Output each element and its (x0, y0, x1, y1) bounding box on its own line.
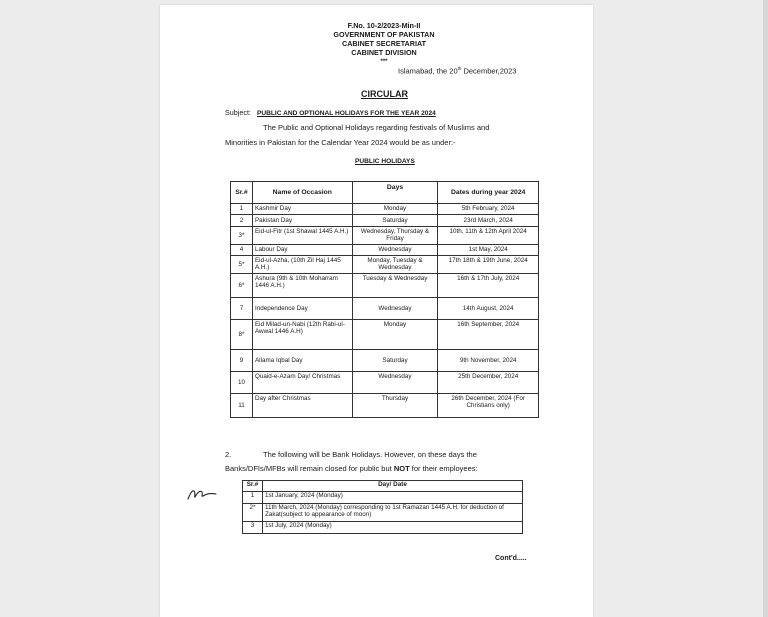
cell-occasion: Labour Day (252, 245, 352, 256)
division-heading: CABINET DIVISION (351, 48, 417, 57)
cell-dates: 25th December, 2024 (438, 372, 539, 394)
cell-text: 1st July, 2024 (Monday) (262, 522, 522, 534)
cell-days: Monday (352, 204, 438, 215)
cell-dates: 14th August, 2024 (438, 298, 539, 320)
intro-paragraph-line1: The Public and Optional Holidays regarding festivals of Muslims and (263, 123, 490, 132)
subject-line: Subject: PUBLIC AND OPTIONAL HOLIDAYS FOR THE YEAR 2024 (225, 108, 436, 117)
cell-sr: 3* (231, 227, 253, 245)
bank-holidays-paragraph-line2: Banks/DFIs/MFBs will remain closed for public but NOT for their employees: (225, 464, 478, 473)
column-header: Sr.# (243, 481, 263, 492)
cell-days: Saturday (352, 215, 438, 227)
cell-sr: 7 (231, 298, 253, 320)
circular-title: CIRCULAR (361, 89, 408, 99)
cell-dates: 10th, 11th & 12th April 2024 (438, 227, 539, 245)
cell-occasion: Kashmir Day (252, 204, 352, 215)
cell-dates: 26th December, 2024 (For Christians only) (438, 394, 539, 418)
continued-note: Cont'd..... (495, 555, 527, 562)
cell-sr: 8* (231, 320, 253, 350)
column-header: Day/ Date (262, 481, 522, 492)
cell-dates: 16th & 17th July, 2024 (438, 274, 539, 298)
table-row (243, 492, 523, 504)
intro-paragraph-line2: Minorities in Pakistan for the Calendar Year 2024 would be as under:- (225, 138, 456, 147)
cell-dates: 9th November, 2024 (438, 350, 539, 372)
cell-dates: 5th February, 2024 (438, 204, 539, 215)
cell-occasion: Independence Day (252, 298, 352, 320)
table-row (231, 320, 539, 350)
cell-sr: 1 (231, 204, 253, 215)
cell-occasion: Eid-ul-Fitr (1st Shawal 1445 A.H.) (252, 227, 352, 245)
bank-holidays-paragraph-line1: 2. The following will be Bank Holidays. However, on these days the (225, 450, 477, 459)
cell-occasion: Ashura (9th & 10th Moharram 1446 A.H.) (252, 274, 352, 298)
cell-sr: 4 (231, 245, 253, 256)
cell-dates: 16th September, 2024 (438, 320, 539, 350)
cell-days: Wednesday (352, 245, 438, 256)
cell-occasion: Day after Christmas (252, 394, 352, 418)
cell-occasion: Pakistan Day (252, 215, 352, 227)
table-row (231, 215, 539, 227)
cell-sr: 9 (231, 350, 253, 372)
cell-days: Wednesday (352, 372, 438, 394)
cell-sr: 1 (243, 492, 263, 504)
cell-days: Saturday (352, 350, 438, 372)
column-header: Name of Occasion (252, 182, 352, 204)
secretariat-heading: CABINET SECRETARIAT (342, 39, 426, 48)
cell-days: Wednesday (352, 298, 438, 320)
header-stars: *** (380, 59, 388, 65)
cell-dates: 1st May, 2024 (438, 245, 539, 256)
table-row (231, 372, 539, 394)
table-row (231, 256, 539, 274)
cell-occasion: Eid-ul-Azha, (10th Zil Haj 1445 A.H.) (252, 256, 352, 274)
table-row (231, 204, 539, 215)
table-row (231, 394, 539, 418)
public-holidays-table (230, 181, 539, 418)
column-header: Days (352, 182, 438, 204)
cell-sr: 11 (231, 394, 253, 418)
cell-days: Tuesday & Wednesday (352, 274, 438, 298)
public-holidays-heading: PUBLIC HOLIDAYS (355, 158, 415, 165)
cell-days: Monday (352, 320, 438, 350)
cell-occasion: Eid Milad-un-Nabi (12th Rabi-ul- Awwal 1446 A.H) (252, 320, 352, 350)
bank-holidays-table (242, 480, 523, 534)
scrollbar[interactable] (763, 0, 768, 617)
cell-occasion: Allama Iqbal Day (252, 350, 352, 372)
cell-text: 11th March, 2024 (Monday) corresponding to 1st Ramazan 1445 A.H. for deduction of Zakat(subject to appearance of moon) (262, 504, 522, 522)
cell-sr: 6* (231, 274, 253, 298)
cell-sr: 2 (231, 215, 253, 227)
handwritten-initials (186, 484, 222, 504)
table-row (243, 522, 523, 534)
table-row (231, 245, 539, 256)
table-row (231, 298, 539, 320)
cell-sr: 3 (243, 522, 263, 534)
cell-text: 1st January, 2024 (Monday) (262, 492, 522, 504)
cell-sr: 10 (231, 372, 253, 394)
cell-occasion: Quaid-e-Azam Day/ Christmas (252, 372, 352, 394)
issue-date: Islamabad, the 20th December,2023 (398, 66, 517, 76)
table-row (243, 504, 523, 522)
column-header: Dates during year 2024 (438, 182, 539, 204)
table-row (231, 350, 539, 372)
cell-sr: 5* (231, 256, 253, 274)
cell-sr: 2* (243, 504, 263, 522)
file-number: F.No. 10-2/2023-Min-II (347, 21, 421, 30)
table-row (231, 274, 539, 298)
column-header: Sr.# (231, 182, 253, 204)
cell-days: Monday, Tuesday & Wednesday (352, 256, 438, 274)
cell-dates: 17th 18th & 19th June, 2024 (438, 256, 539, 274)
government-heading: GOVERNMENT OF PAKISTAN (333, 30, 435, 39)
cell-days: Thursday (352, 394, 438, 418)
table-row (231, 227, 539, 245)
cell-dates: 23rd March, 2024 (438, 215, 539, 227)
cell-days: Wednesday, Thursday & Friday (352, 227, 438, 245)
